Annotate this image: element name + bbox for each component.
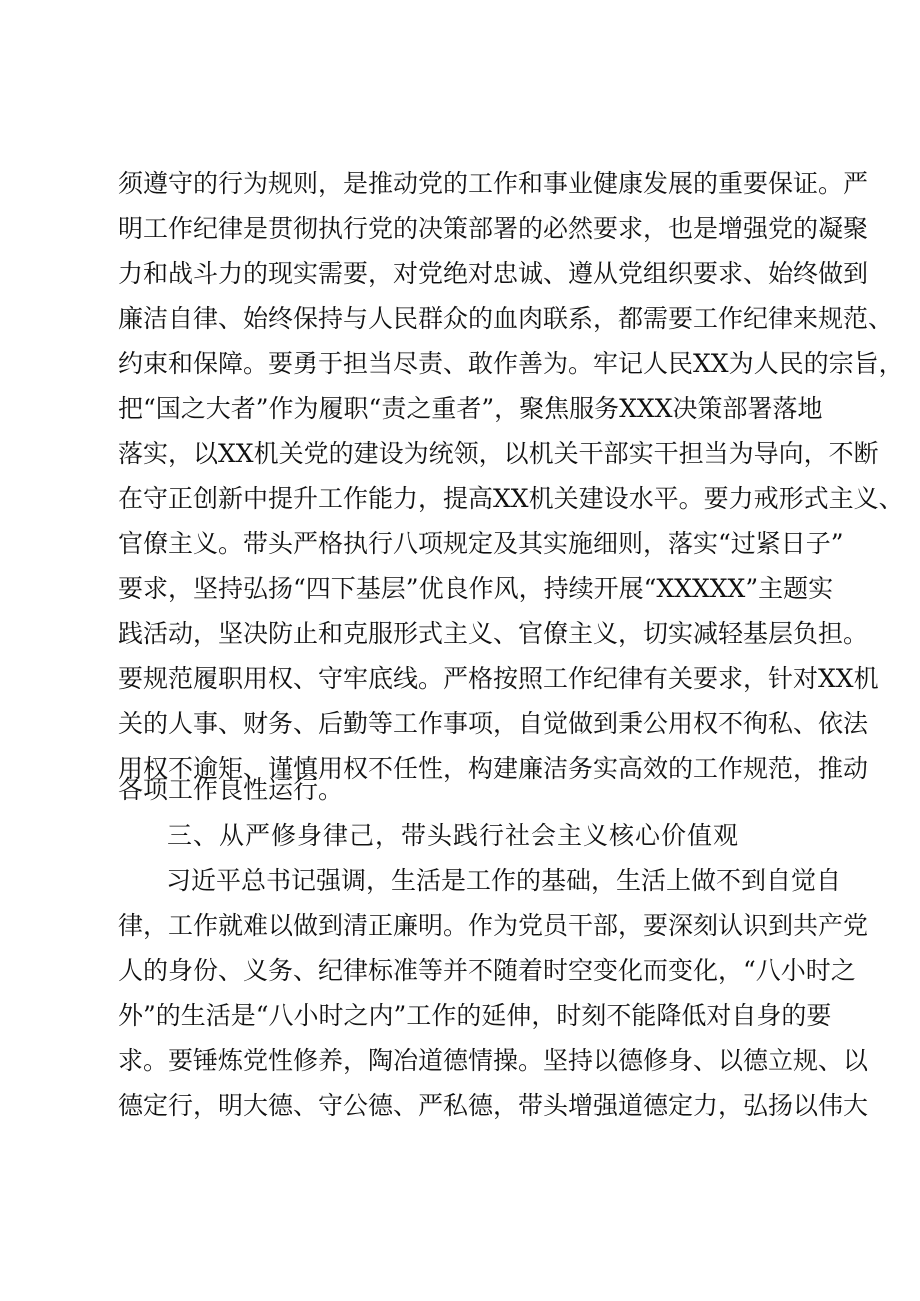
body-line: 人的身份、义务、纪律标准等并不随着时空变化而变化，“八小时之 bbox=[118, 956, 856, 985]
body-line: 律，工作就难以做到清正廉明。作为党员干部，要深刻认识到共产党 bbox=[118, 911, 869, 940]
body-line: 求。要锤炼党性修养，陶冶道德情操。坚持以德修身、以德立规、以 bbox=[118, 1046, 869, 1075]
body-line: 落实，以XX机关党的建设为统领，以机关干部实干担当为导向，不断 bbox=[118, 439, 879, 468]
body-line: 廉洁自律、始终保持与人民群众的血肉联系，都需要工作纪律来规范、 bbox=[118, 304, 894, 333]
body-line: 约束和保障。要勇于担当尽责、敢作善为。牢记人民XX为人民的宗旨， bbox=[118, 349, 904, 378]
body-line: 明工作纪律是贯彻执行党的决策部署的必然要求，也是增强党的凝聚 bbox=[118, 214, 869, 243]
body-line: 关的人事、财务、后勤等工作事项，自觉做到秉公用权不徇私、依法 bbox=[118, 709, 869, 738]
body-line: 各项工作良性运行。 bbox=[118, 775, 344, 804]
body-line: 外”的生活是“八小时之内”工作的延伸，时刻不能降低对自身的要 bbox=[118, 1001, 832, 1030]
body-line: 须遵守的行为规则，是推动党的工作和事业健康发展的重要保证。严 bbox=[118, 169, 869, 198]
body-line: 官僚主义。带头严格执行八项规定及其实施细则，落实“过紧日子” bbox=[118, 529, 844, 558]
body-line: 德定行，明大德、守公德、严私德，带头增强道德定力，弘扬以伟大 bbox=[118, 1091, 869, 1120]
body-line: 在守正创新中提升工作能力，提高XX机关建设水平。要力戒形式主义、 bbox=[118, 484, 904, 513]
body-line: 力和战斗力的现实需要，对党绝对忠诚、遵从党组织要求、始终做到 bbox=[118, 259, 869, 288]
section-heading: 三、从严修身律己，带头践行社会主义核心价值观 bbox=[167, 821, 740, 850]
body-line: 要求，坚持弘扬“四下基层”优良作风，持续开展“XXXXX”主题实 bbox=[118, 574, 834, 603]
body-line: 把“国之大者”作为履职“责之重者”，聚焦服务XXX决策部署落地 bbox=[118, 394, 823, 423]
body-line: 用权不逾矩、谨慎用权不任性，构建廉洁务实高效的工作规范，推动 bbox=[118, 754, 869, 783]
body-line: 要规范履职用权、守牢底线。严格按照工作纪律有关要求，针对XX机 bbox=[118, 664, 879, 693]
body-line: 践活动，坚决防止和克服形式主义、官僚主义，切实减轻基层负担。 bbox=[118, 619, 869, 648]
body-line: 习近平总书记强调，生活是工作的基础，生活上做不到自觉自 bbox=[166, 866, 842, 895]
